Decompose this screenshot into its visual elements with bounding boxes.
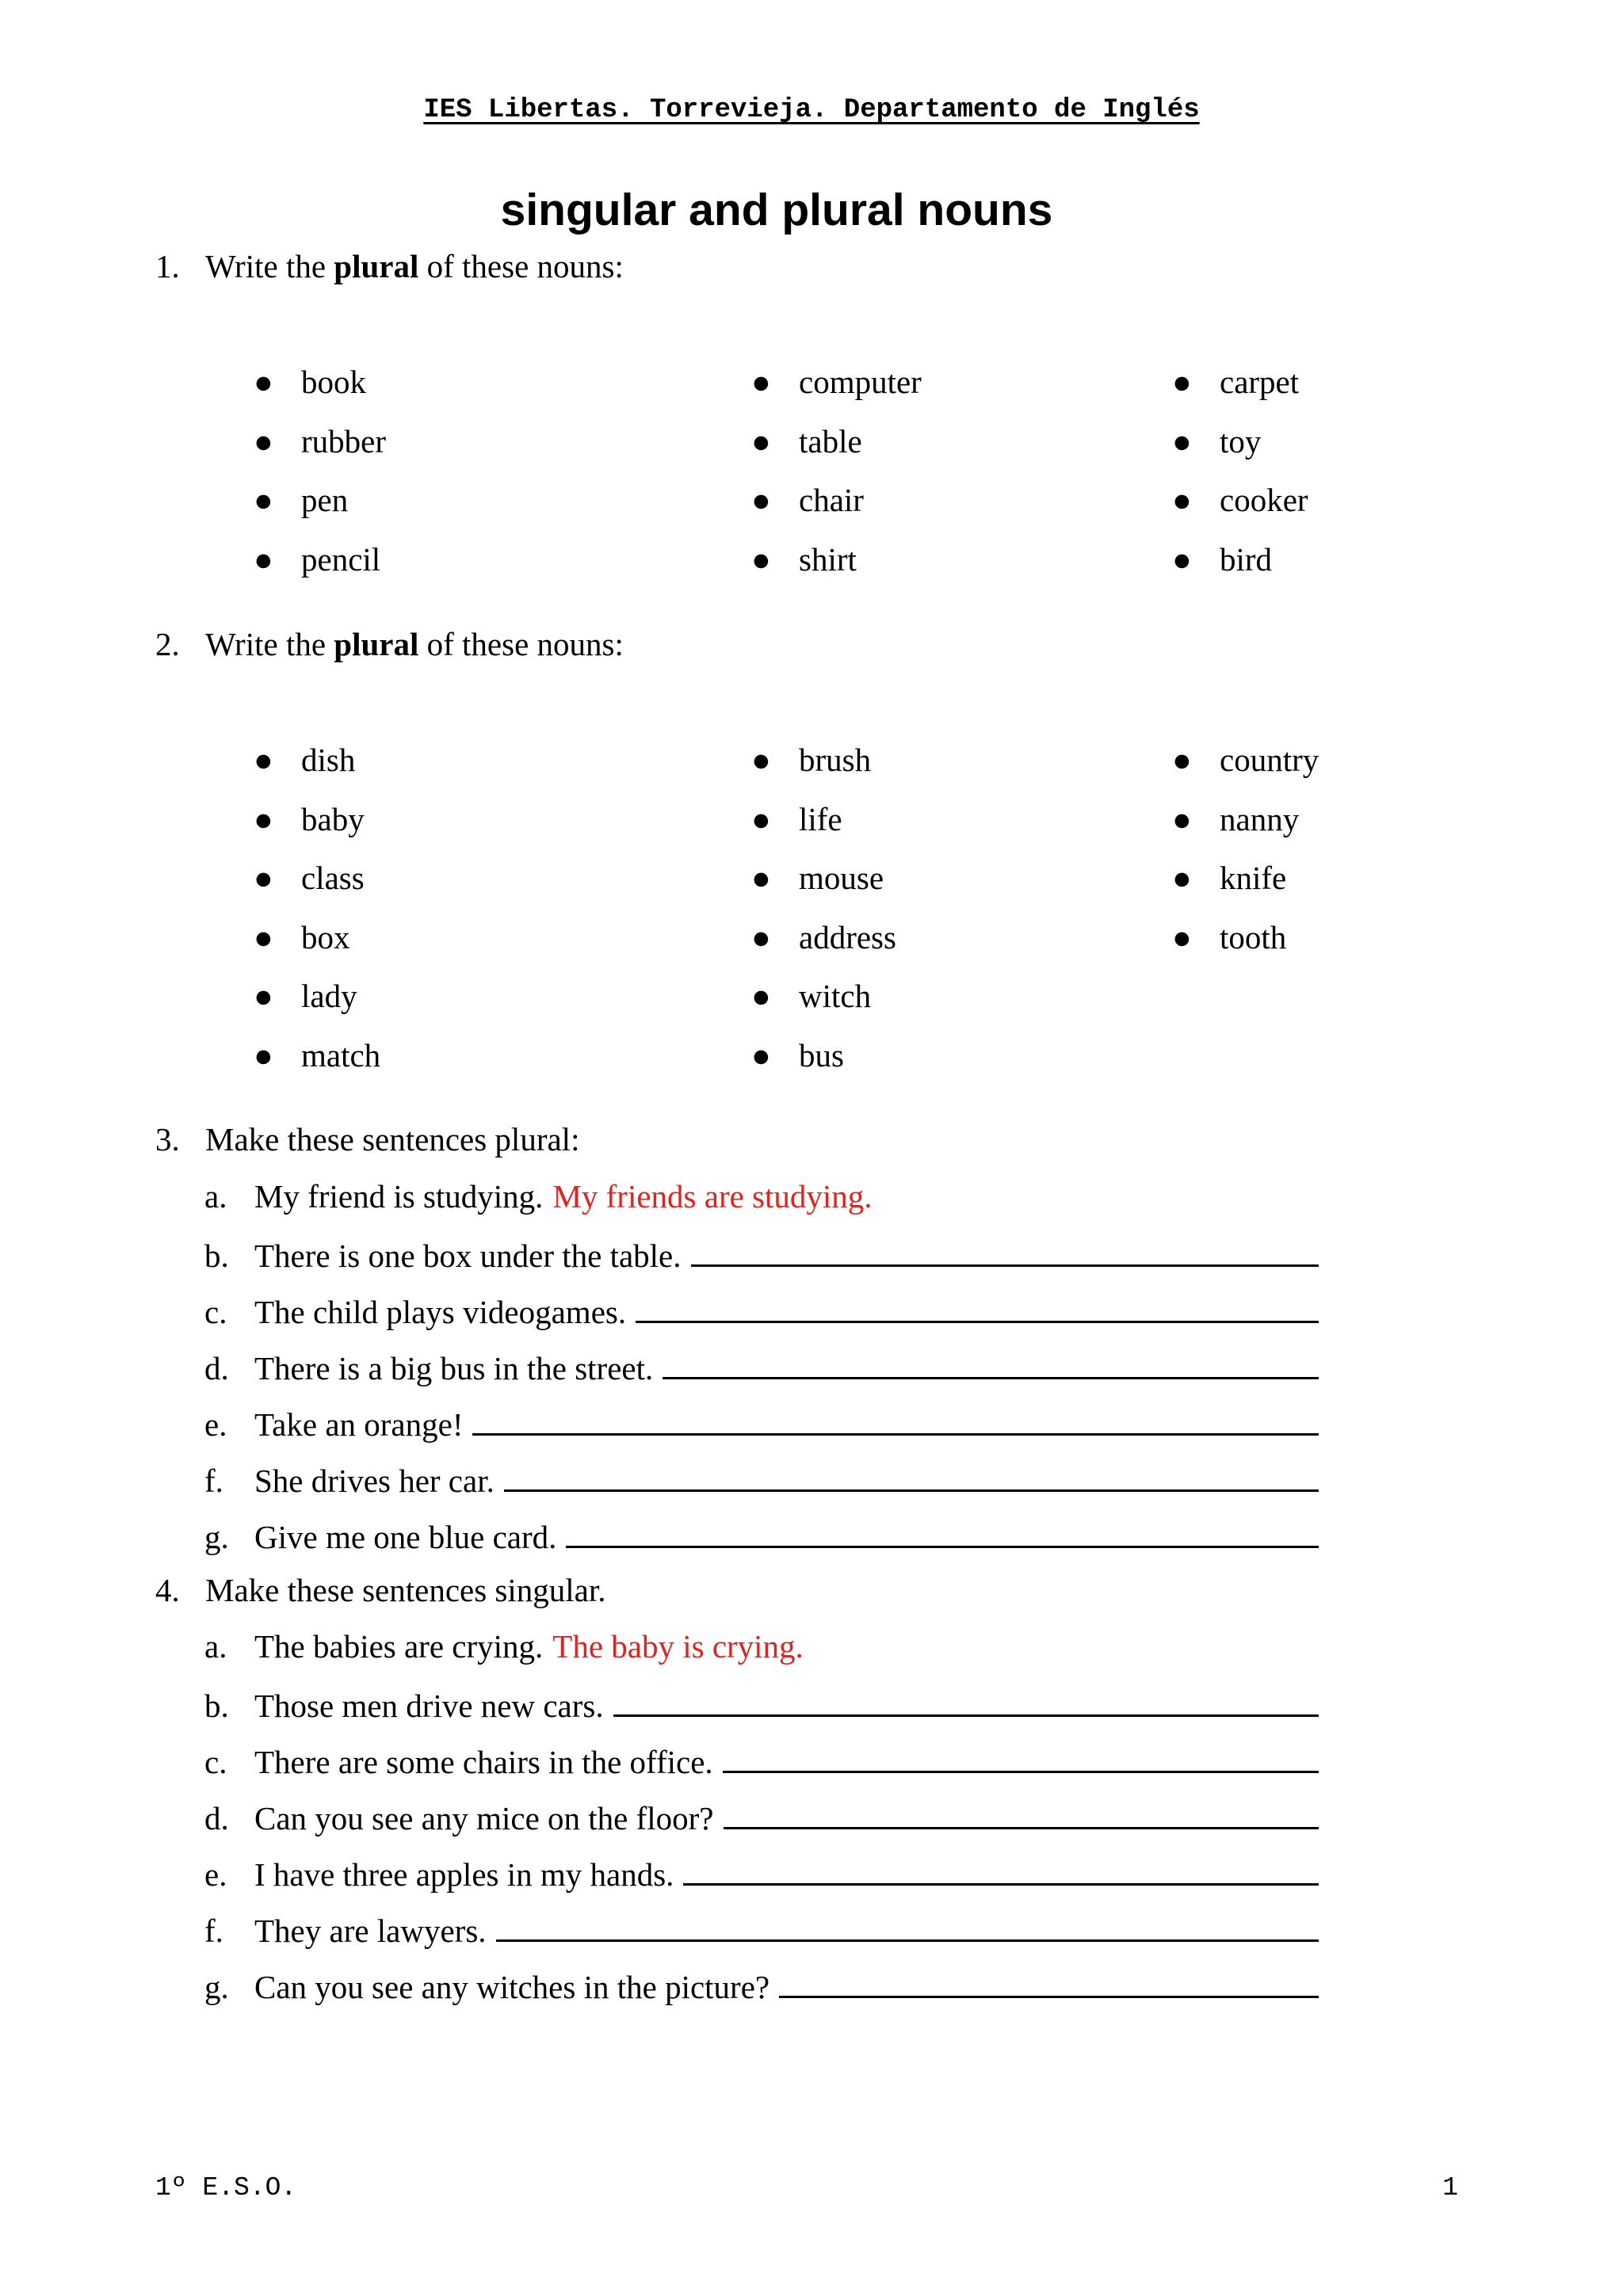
example-answer: My friends are studying. bbox=[552, 1178, 873, 1215]
word: bird bbox=[1220, 540, 1273, 578]
answer-line[interactable] bbox=[723, 1741, 1319, 1773]
sentence-text: Give me one blue card. bbox=[254, 1519, 557, 1555]
question-text: Make these sentences singular. bbox=[205, 1572, 606, 1608]
sentence-text: I have three apples in my hands. bbox=[254, 1856, 674, 1893]
word: country bbox=[1220, 742, 1319, 778]
answer-line[interactable] bbox=[504, 1459, 1319, 1492]
answer-line[interactable] bbox=[566, 1516, 1319, 1548]
bullet-icon: ● bbox=[254, 482, 273, 518]
sentence-item bbox=[204, 1853, 1319, 1893]
item-letter: a. bbox=[204, 1178, 227, 1215]
word: nanny bbox=[1220, 800, 1300, 837]
word: box bbox=[301, 918, 350, 955]
sentence-text: They are lawyers. bbox=[254, 1913, 487, 1949]
sentence-item bbox=[204, 1459, 1319, 1499]
bullet-icon: ● bbox=[254, 540, 273, 578]
item-letter: g. bbox=[204, 1519, 229, 1555]
bullet-icon: ● bbox=[254, 422, 273, 460]
word: toy bbox=[1220, 422, 1262, 460]
question-number: 1. bbox=[155, 248, 180, 284]
example-answer: The baby is crying. bbox=[552, 1628, 804, 1665]
answer-line[interactable] bbox=[691, 1234, 1319, 1267]
word: match bbox=[301, 1036, 381, 1074]
word: chair bbox=[799, 482, 864, 518]
word: tooth bbox=[1220, 918, 1287, 955]
bullet-icon: ● bbox=[1172, 800, 1192, 837]
question-bold: plural bbox=[334, 626, 419, 662]
bullet-icon: ● bbox=[751, 860, 771, 896]
item-letter: e. bbox=[204, 1406, 227, 1443]
bullet-icon: ● bbox=[1172, 860, 1192, 896]
question-2 bbox=[155, 626, 624, 662]
sentence-text: There is one box under the table. bbox=[254, 1238, 682, 1274]
sentence-text: There are some chairs in the office. bbox=[254, 1744, 713, 1780]
question-1 bbox=[155, 248, 624, 284]
question-prefix: Write the bbox=[205, 248, 334, 284]
bullet-icon: ● bbox=[254, 742, 273, 778]
sentence-item bbox=[204, 1291, 1319, 1330]
sentence-item bbox=[204, 1516, 1319, 1555]
bullet-icon: ● bbox=[751, 482, 771, 518]
bullet-icon: ● bbox=[254, 918, 273, 955]
item-letter: c. bbox=[204, 1744, 227, 1780]
item-letter: f. bbox=[204, 1913, 223, 1949]
word: dish bbox=[301, 742, 356, 778]
word: rubber bbox=[301, 422, 387, 460]
word: lady bbox=[301, 978, 357, 1014]
word: pencil bbox=[301, 540, 381, 578]
answer-line[interactable] bbox=[636, 1291, 1319, 1323]
sentence-text: The child plays videogames. bbox=[254, 1294, 627, 1330]
bullet-icon: ● bbox=[751, 364, 771, 400]
bullet-icon: ● bbox=[1172, 364, 1192, 400]
word: computer bbox=[799, 364, 922, 400]
word: book bbox=[301, 364, 366, 400]
question-4 bbox=[155, 1572, 606, 1608]
sentence-text: The babies are crying. bbox=[254, 1628, 544, 1665]
page-header bbox=[0, 95, 1623, 125]
question-3 bbox=[155, 1121, 579, 1158]
item-letter: f. bbox=[204, 1463, 223, 1499]
bullet-icon: ● bbox=[1172, 540, 1192, 578]
word: class bbox=[301, 860, 365, 896]
sentence-text: My friend is studying. bbox=[254, 1178, 544, 1215]
sentence-text: Can you see any mice on the floor? bbox=[254, 1800, 714, 1836]
answer-line[interactable] bbox=[496, 1909, 1319, 1942]
sentence-item bbox=[204, 1909, 1319, 1949]
answer-line[interactable] bbox=[683, 1853, 1319, 1886]
sentence-text: Take an orange! bbox=[254, 1406, 464, 1443]
item-letter: c. bbox=[204, 1294, 227, 1330]
bullet-icon: ● bbox=[1172, 422, 1192, 460]
question-number: 4. bbox=[155, 1572, 180, 1608]
item-letter: e. bbox=[204, 1856, 227, 1893]
sentence-item bbox=[204, 1684, 1319, 1724]
footer-course: 1º E.S.O. bbox=[155, 2173, 297, 2203]
page-number: 1 bbox=[1442, 2173, 1458, 2203]
item-letter: a. bbox=[204, 1628, 227, 1665]
question-bold: plural bbox=[334, 248, 419, 284]
sentence-item bbox=[204, 1347, 1319, 1386]
bullet-icon: ● bbox=[254, 978, 273, 1014]
question-prefix: Write the bbox=[205, 626, 334, 662]
sentence-item bbox=[204, 1628, 1319, 1665]
word: table bbox=[799, 422, 862, 460]
bullet-icon: ● bbox=[751, 800, 771, 837]
item-letter: b. bbox=[204, 1688, 229, 1724]
bullet-icon: ● bbox=[1172, 918, 1192, 955]
word: baby bbox=[301, 800, 365, 837]
bullet-icon: ● bbox=[751, 422, 771, 460]
bullet-icon: ● bbox=[254, 800, 273, 837]
word: life bbox=[799, 800, 842, 837]
bullet-icon: ● bbox=[751, 978, 771, 1014]
answer-line[interactable] bbox=[663, 1347, 1319, 1379]
item-letter: g. bbox=[204, 1969, 229, 2005]
bullet-icon: ● bbox=[254, 364, 273, 400]
word: address bbox=[799, 918, 896, 955]
word: bus bbox=[799, 1036, 844, 1074]
header-text: IES Libertas. Torrevieja. Departamento de Inglés bbox=[423, 95, 1200, 125]
word: cooker bbox=[1220, 482, 1308, 518]
sentence-item bbox=[204, 1403, 1319, 1443]
sentence-item bbox=[204, 1741, 1319, 1780]
sentence-item bbox=[204, 1966, 1319, 2005]
question-number: 3. bbox=[155, 1121, 180, 1158]
word: shirt bbox=[799, 540, 857, 578]
item-letter: d. bbox=[204, 1800, 229, 1836]
word: brush bbox=[799, 742, 872, 778]
bullet-icon: ● bbox=[751, 742, 771, 778]
question-text: Make these sentences plural: bbox=[205, 1121, 580, 1158]
answer-line[interactable] bbox=[613, 1684, 1319, 1717]
sentence-text: Can you see any witches in the picture? bbox=[254, 1969, 770, 2005]
answer-line[interactable] bbox=[472, 1403, 1319, 1436]
worksheet-title: singular and plural nouns bbox=[500, 185, 1053, 235]
answer-line[interactable] bbox=[724, 1797, 1319, 1829]
sentence-text: There is a big bus in the street. bbox=[254, 1350, 654, 1386]
bullet-icon: ● bbox=[1172, 742, 1192, 778]
bullet-icon: ● bbox=[254, 860, 273, 896]
item-letter: d. bbox=[204, 1350, 229, 1386]
question-suffix: of these nouns: bbox=[418, 626, 624, 662]
bullet-icon: ● bbox=[1172, 482, 1192, 518]
question-number: 2. bbox=[155, 626, 180, 662]
bullet-icon: ● bbox=[254, 1036, 273, 1074]
answer-line[interactable] bbox=[779, 1966, 1319, 1998]
sentence-item bbox=[204, 1234, 1319, 1274]
sentence-item bbox=[204, 1797, 1319, 1836]
sentence-item bbox=[204, 1178, 1319, 1215]
bullet-icon: ● bbox=[751, 918, 771, 955]
word: witch bbox=[799, 978, 872, 1014]
word: mouse bbox=[799, 860, 884, 896]
sentence-text: She drives her car. bbox=[254, 1463, 495, 1499]
sentence-text: Those men drive new cars. bbox=[254, 1688, 604, 1724]
word: knife bbox=[1220, 860, 1287, 896]
bullet-icon: ● bbox=[751, 1036, 771, 1074]
question-suffix: of these nouns: bbox=[418, 248, 624, 284]
word: pen bbox=[301, 482, 349, 518]
item-letter: b. bbox=[204, 1238, 229, 1274]
bullet-icon: ● bbox=[751, 540, 771, 578]
word: carpet bbox=[1220, 364, 1300, 400]
